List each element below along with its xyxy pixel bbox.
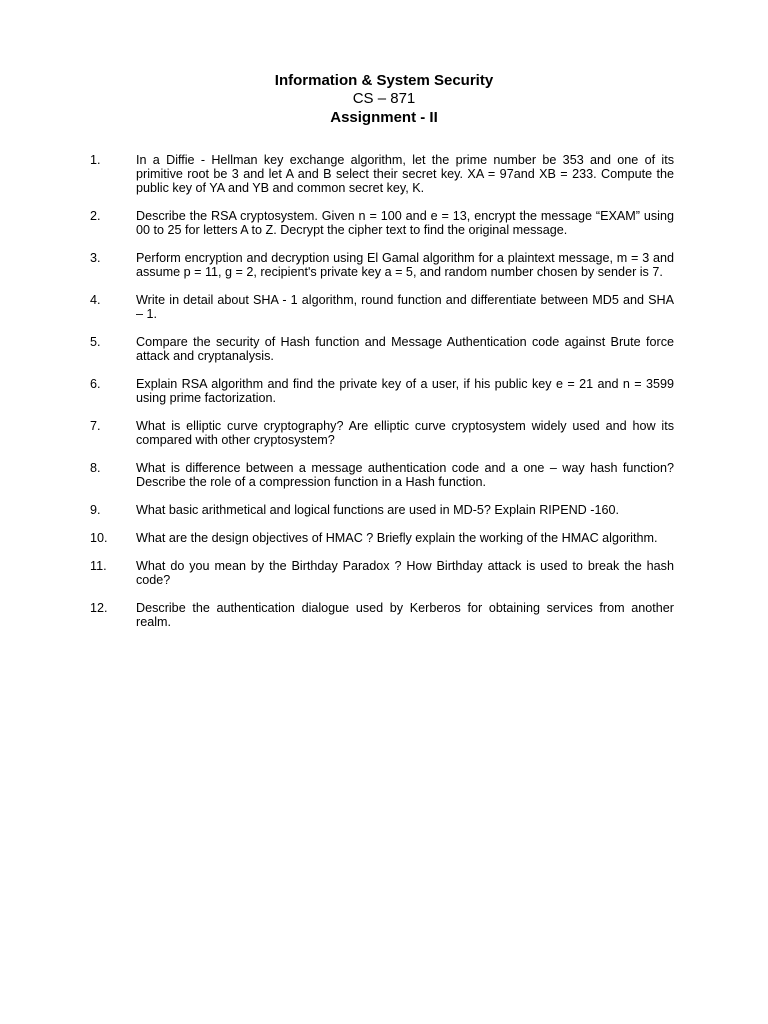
question-number: 9. [90, 503, 101, 517]
question-text: What do you mean by the Birthday Paradox ? How Birthday attack is used to break the hash code? [136, 559, 674, 587]
document-header [0, 72, 768, 128]
question-text: What basic arithmetical and logical functions are used in MD-5? Explain RIPEND -160. [136, 503, 619, 517]
question-item [90, 503, 674, 517]
question-text: Describe the RSA cryptosystem. Given n = 100 and e = 13, encrypt the message “EXAM” using 00 to 25 for letters A to Z. Decrypt the cipher text to find the original message. [136, 209, 674, 237]
question-text: In a Diffie - Hellman key exchange algorithm, let the prime number be 353 and one of its primitive root be 3 and let A and B select their secret key. XA = 97and XB = 233. Compute the public key of YA and YB and common secret key, K. [136, 153, 674, 195]
question-number: 11. [90, 559, 107, 573]
question-item [90, 461, 674, 489]
assignment-title: Assignment - II [330, 109, 438, 126]
question-item [90, 419, 674, 447]
question-number: 8. [90, 461, 101, 475]
question-item [90, 209, 674, 237]
question-text: Describe the authentication dialogue used by Kerberos for obtaining services from another realm. [136, 601, 674, 629]
question-text: Write in detail about SHA - 1 algorithm, round function and differentiate between MD5 and SHA – 1. [136, 293, 674, 321]
question-number: 5. [90, 335, 101, 349]
question-number: 4. [90, 293, 101, 307]
question-text: Perform encryption and decryption using El Gamal algorithm for a plaintext message, m = 3 and assume p = 11, g = 2, recipient's private key a = 5, and random number chosen by sender is 7. [136, 251, 674, 279]
question-text: Compare the security of Hash function and Message Authentication code against Brute force attack and cryptanalysis. [136, 335, 674, 363]
question-item [90, 251, 674, 279]
question-number: 10. [90, 531, 108, 545]
question-item [90, 335, 674, 363]
question-text: What is difference between a message authentication code and a one – way hash function? Describe the role of a compression function in a Hash function. [136, 461, 674, 489]
document-title: Information & System Security [274, 72, 494, 89]
question-item [90, 153, 674, 195]
question-number: 6. [90, 377, 101, 391]
question-number: 1. [90, 153, 101, 167]
question-list [90, 153, 674, 643]
course-code: CS – 871 [352, 90, 416, 107]
question-number: 7. [90, 419, 101, 433]
question-number: 3. [90, 251, 101, 265]
question-text: What is elliptic curve cryptography? Are elliptic curve cryptosystem widely used and how its compared with other cryptosystem? [136, 419, 674, 447]
question-item [90, 559, 674, 587]
question-item [90, 293, 674, 321]
question-text: What are the design objectives of HMAC ? Briefly explain the working of the HMAC algorithm. [136, 531, 658, 545]
question-item [90, 377, 674, 405]
question-number: 12. [90, 601, 108, 615]
question-text: Explain RSA algorithm and find the private key of a user, if his public key e = 21 and n = 3599 using prime factorization. [136, 377, 674, 405]
question-number: 2. [90, 209, 101, 223]
question-item [90, 531, 674, 545]
question-item [90, 601, 674, 629]
